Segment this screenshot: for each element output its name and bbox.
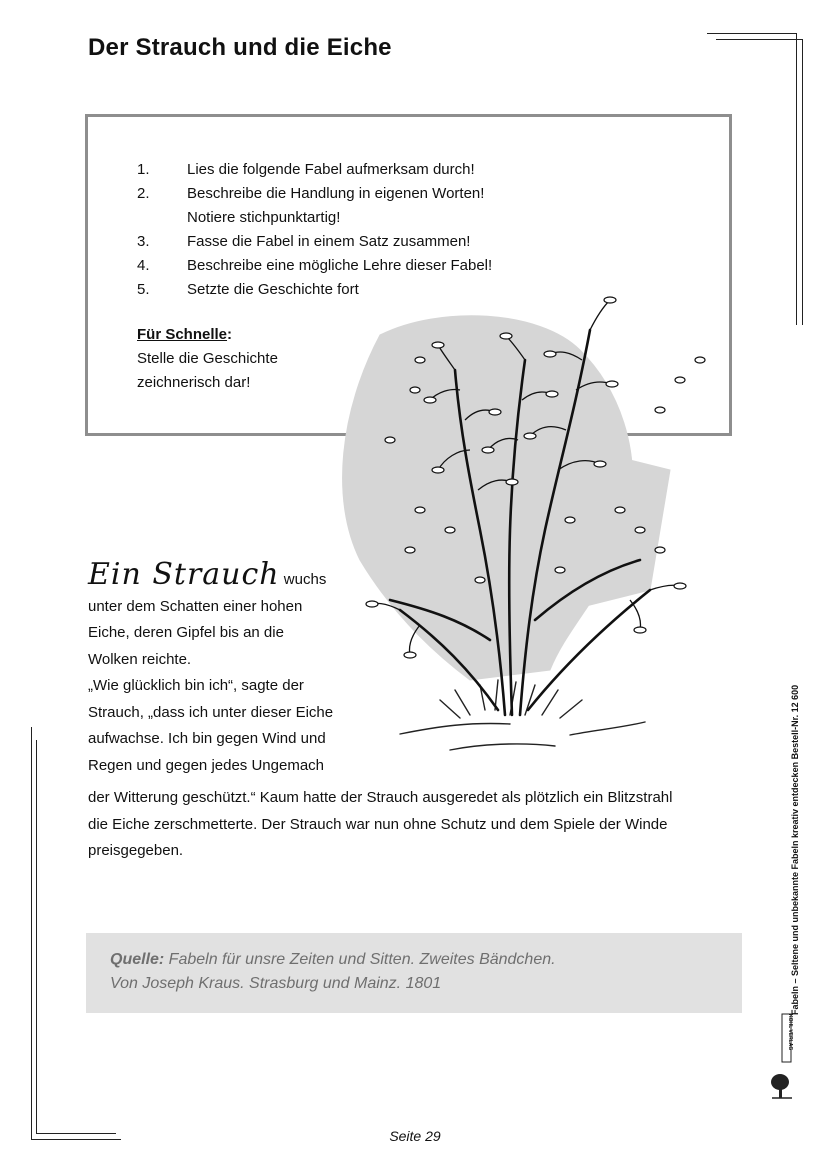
story-line: aufwachse. Ich bin gegen Wind und [88,730,326,747]
publisher-name: KOHL VERLAG [787,1014,793,1051]
source-label: Quelle: [110,951,165,968]
task-text: Setzte die Geschichte fort [187,281,359,298]
story-line: Wolken reichte. [88,650,192,668]
page-number: Seite 29 [389,1128,441,1144]
story-narrow-column [88,557,378,779]
task-item [137,206,492,230]
story-line: die Eiche zerschmetterte. Der Strauch war nun ohne Schutz und dem Spiele der Winde [88,815,668,833]
frame-top-right-v2 [802,39,803,325]
source-text: Fabeln für unsre Zeiten und Sitten. Zweites Bändchen. [164,951,556,968]
fast-task [137,323,317,395]
frame-top-right-h1 [707,33,797,34]
fast-heading-colon: : [227,326,233,343]
story-line: unter dem Schatten einer hohen [88,597,303,615]
source-line-2: Von Joseph Kraus. Strasburg und Mainz. 1801 [110,975,442,992]
task-number: 1. [137,161,150,178]
frame-bottom-left-v2 [36,740,37,1133]
fast-heading-label: Für Schnelle [137,326,228,343]
story-line: preisgegeben. [88,842,184,859]
task-text: Lies die folgende Fabel aufmerksam durch! [187,161,475,178]
task-number: 2. [137,185,150,202]
shadow-scribble [343,316,670,680]
frame-top-right-h2 [716,39,802,40]
fast-line: Stelle die Geschichte [137,350,278,367]
task-item [137,182,492,206]
side-imprint [770,645,810,1015]
story-line: Strauch, „dass ich unter dieser Eiche [88,703,334,721]
task-number: 4. [137,257,150,274]
page-title: Der Strauch und die Eiche [88,34,392,61]
story-line: wuchs [279,571,327,588]
frame-bottom-left-h2 [36,1133,116,1134]
publisher-logo [770,1010,794,1100]
task-text: Beschreibe die Handlung in eigenen Worten! [187,185,485,202]
task-text: Notiere stichpunktartig! [187,209,341,226]
task-item [137,158,492,182]
task-text: Fasse die Fabel in einem Satz zusammen! [187,233,471,250]
source-line-1 [110,948,718,972]
fast-line: zeichnerisch dar! [137,374,251,391]
frame-bottom-left-h1 [31,1139,121,1140]
story-line: Eiche, deren Gipfel bis an die [88,624,284,641]
frame-bottom-left-v1 [31,727,32,1139]
story-first-line [88,557,378,594]
task-number: 3. [137,233,150,250]
task-number [137,206,187,230]
fast-heading [137,323,317,347]
story-wide-column [88,785,748,865]
story-headline: Ein Strauch [88,557,280,592]
task-text: Beschreibe eine mögliche Lehre dieser Fabel! [187,257,493,274]
source-box [86,933,742,1013]
task-number: 5. [137,281,150,298]
story-line: der Witterung geschützt.“ Kaum hatte der Strauch ausgeredet als plötzlich ein Blitzstrahl [88,789,673,806]
bush-illustration [320,290,720,760]
frame-top-right-v1 [796,33,797,325]
side-imprint-text: Fabeln – Seltene und unbekannte Fabeln kreativ entdecken Bestell-Nr. 12 600 [790,684,800,1015]
story-line: „Wie glücklich bin ich“, sagte der [88,677,304,694]
task-list [137,158,492,302]
task-item [137,254,492,278]
story-line: Regen und gegen jedes Ungemach [88,756,325,774]
task-item [137,230,492,254]
task-item [137,278,492,302]
